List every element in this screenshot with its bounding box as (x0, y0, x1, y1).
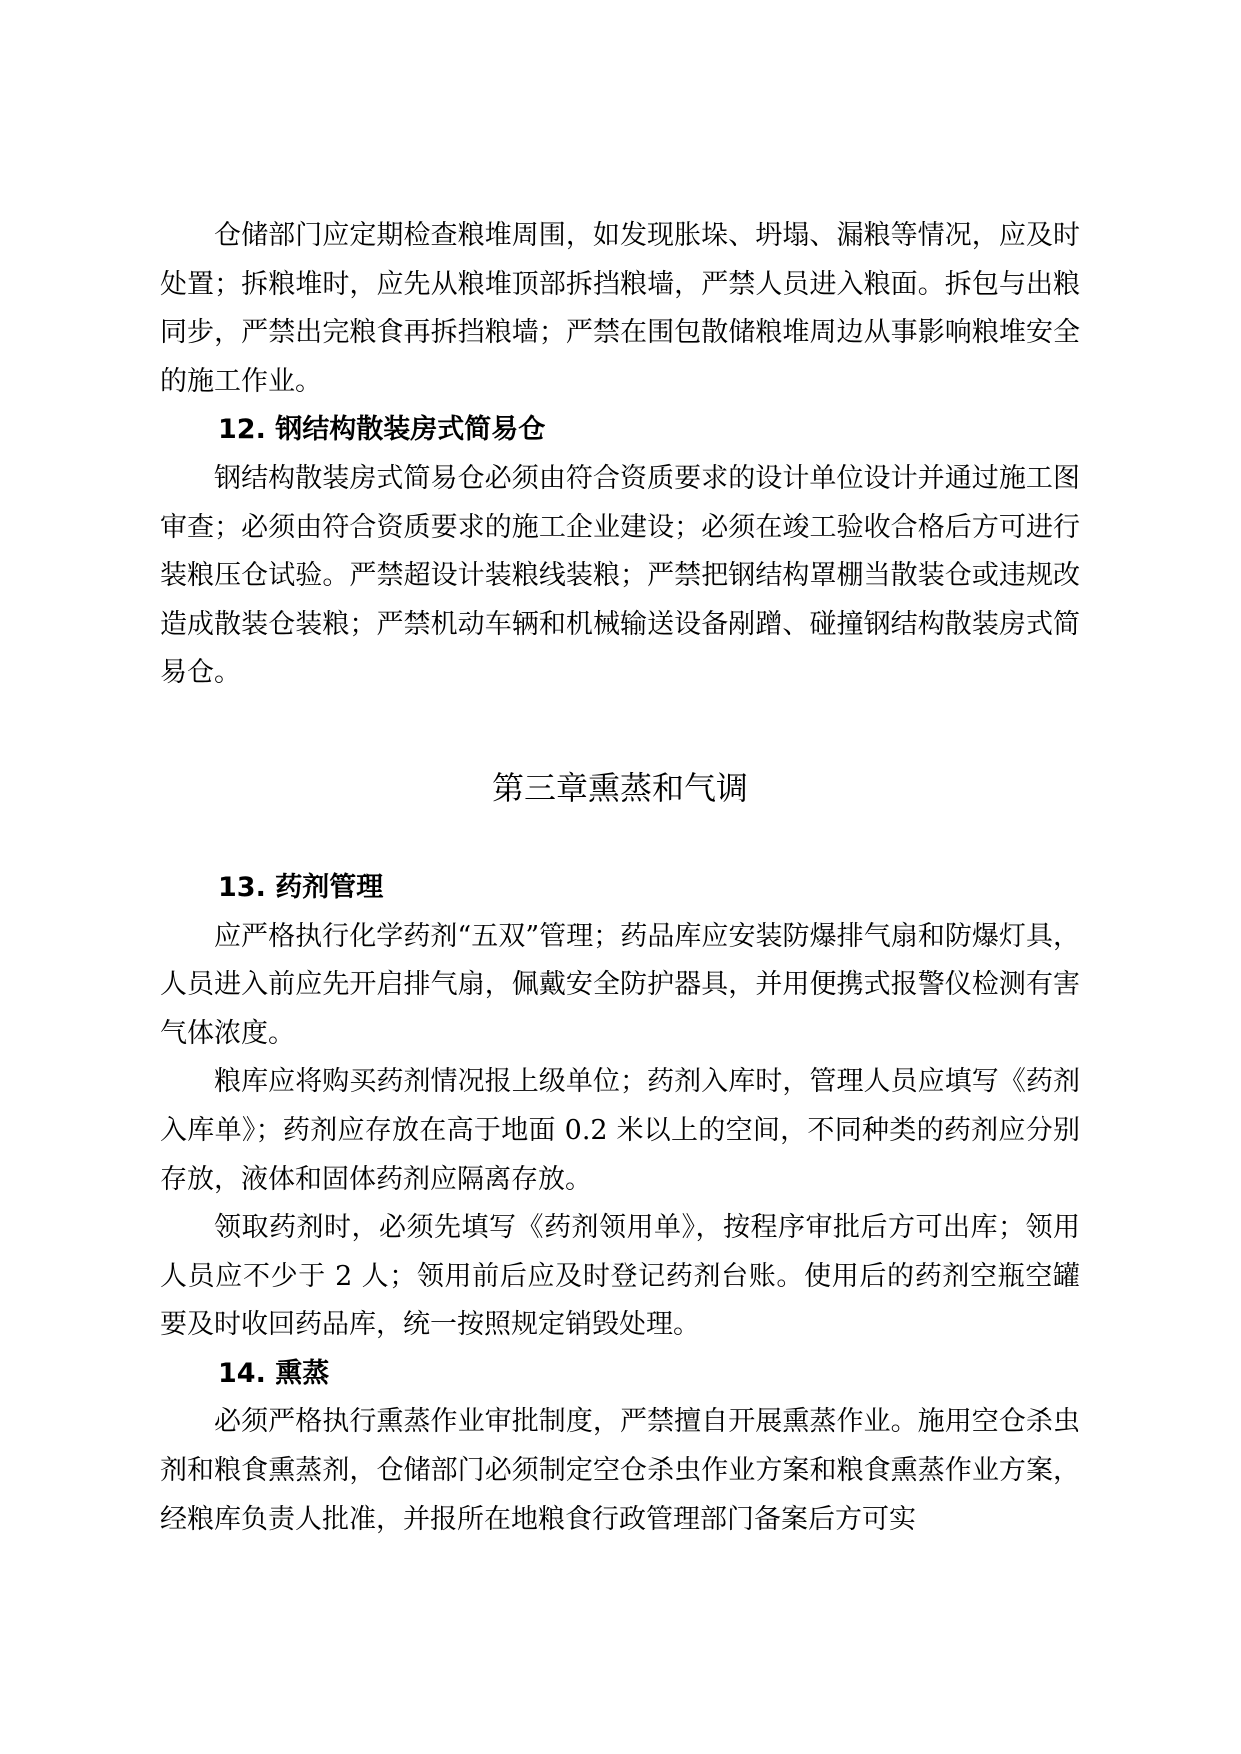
section-11-paragraph: 仓储部门应定期检查粮堆周围，如发现胀垛、坍塌、漏粮等情况，应及时处置；拆粮堆时，应先从粮堆顶部拆挡粮墙，严禁人员进入粮面。拆包与出粮同步，严禁出完粮食再拆挡粮墙；严禁在围包散储粮堆周边从事影响粮堆安全的施工作业。 (160, 220, 1080, 397)
section-13-paragraph-1: 应严格执行化学药剂“五双”管理；药品库应安装防爆排气扇和防爆灯具，人员进入前应先开启排气扇，佩戴安全防护器具，并用便携式报警仪检测有害气体浓度。 (160, 920, 1080, 1049)
section-14-paragraph: 必须严格执行熏蒸作业审批制度，严禁擅自开展熏蒸作业。施用空仓杀虫剂和粮食熏蒸剂，仓储部门必须制定空仓杀虫作业方案和粮食熏蒸作业方案，经粮库负责人批准，并报所在地粮食行政管理部门备案后方可实 (160, 1406, 1080, 1535)
document-body (160, 212, 1080, 1544)
section-12-heading: 12. 钢结构散装房式简易仓 (218, 414, 546, 446)
section-13-paragraph-2: 粮库应将购买药剂情况报上级单位；药剂入库时，管理人员应填写《药剂入库单》；药剂应存放在高于地面 0.2 米以上的空间，不同种类的药剂应分别存放，液体和固体药剂应隔离存放。 (160, 1066, 1080, 1195)
section-14-heading: 14. 熏蒸 (218, 1357, 330, 1389)
chapter-title: 第三章熏蒸和气调 (491, 768, 748, 807)
section-12-paragraph: 钢结构散装房式简易仓必须由符合资质要求的设计单位设计并通过施工图审查；必须由符合资质要求的施工企业建设；必须在竣工验收合格后方可进行装粮压仓试验。严禁超设计装粮线装粮；严禁把钢结构罩棚当散装仓或违规改造成散装仓装粮；严禁机动车辆和机械输送设备剐蹭、碰撞钢结构散装房式简易仓。 (160, 462, 1080, 689)
section-13-paragraph-3: 领取药剂时，必须先填写《药剂领用单》，按程序审批后方可出库；领用人员应不少于 2 人；领用前后应及时登记药剂台账。使用后的药剂空瓶空罐要及时收回药品库，统一按照规定销毁处理。 (160, 1212, 1080, 1341)
section-13-heading: 13. 药剂管理 (218, 871, 384, 903)
